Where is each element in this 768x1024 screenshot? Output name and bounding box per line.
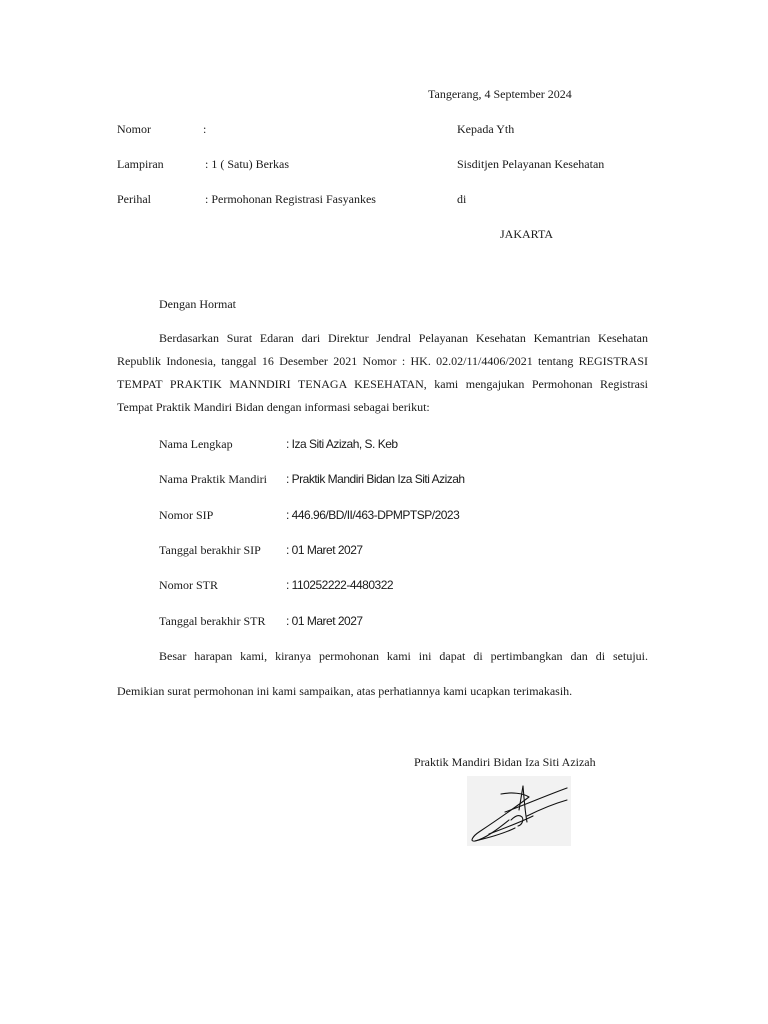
recipient-name: Sisditjen Pelayanan Kesehatan <box>457 157 605 171</box>
signature-image <box>467 776 571 846</box>
field-value: : 01 Maret 2027 <box>286 614 363 628</box>
perihal-value: : Permohonan Registrasi Fasyankes <box>205 192 376 206</box>
field-value: : 01 Maret 2027 <box>286 543 363 557</box>
recipient-city: JAKARTA <box>500 227 553 241</box>
hope-paragraph: Besar harapan kami, kiranya permohonan kami ini dapat di pertimbangkan dan di setujui. <box>159 649 648 663</box>
nomor-value: : <box>203 122 207 136</box>
intro-paragraph <box>117 327 648 419</box>
nomor-label: Nomor <box>117 122 151 136</box>
recipient-greeting: Kepada Yth <box>457 122 515 136</box>
intro-paragraph-text: Berdasarkan Surat Edaran dari Direktur Jendral Pelayanan Kesehatan Kemantrian Kesehatan Republik Indonesia, tanggal 16 Desember 2021 Nomor : HK. 02.02/11/4406/2021 tentang REGISTRASI TEMPAT PRAKTIK MANNDIRI TENAGA KESEHATAN, kami mengajukan Permohonan Registrasi Tempat Praktik Mandiri Bidan dengan informasi sebagai berikut: <box>117 331 648 414</box>
signature-scribble <box>467 776 571 846</box>
field-label: Nama Praktik Mandiri <box>159 472 267 486</box>
field-label: Nomor STR <box>159 578 219 592</box>
closing-paragraph: Demikian surat permohonan ini kami sampaikan, atas perhatiannya kami ucapkan terimakasih. <box>117 684 573 698</box>
field-label: Nama Lengkap <box>159 437 233 451</box>
field-label: Nomor SIP <box>159 508 214 522</box>
field-label: Tanggal berakhir STR <box>159 614 266 628</box>
letter-date: Tangerang, 4 September 2024 <box>428 87 572 101</box>
lampiran-label: Lampiran <box>117 157 164 171</box>
signer-name: Praktik Mandiri Bidan Iza Siti Azizah <box>414 755 596 769</box>
field-value: : 446.96/BD/II/463-DPMPTSP/2023 <box>286 508 460 522</box>
recipient-di: di <box>457 192 467 206</box>
field-label: Tanggal berakhir SIP <box>159 543 261 557</box>
lampiran-value: : 1 ( Satu) Berkas <box>205 157 289 171</box>
field-value: : 110252222-4480322 <box>286 578 394 592</box>
field-value: : Iza Siti Azizah, S. Keb <box>286 437 398 451</box>
salutation: Dengan Hormat <box>159 297 236 311</box>
field-value: : Praktik Mandiri Bidan Iza Siti Azizah <box>286 472 465 486</box>
perihal-label: Perihal <box>117 192 151 206</box>
